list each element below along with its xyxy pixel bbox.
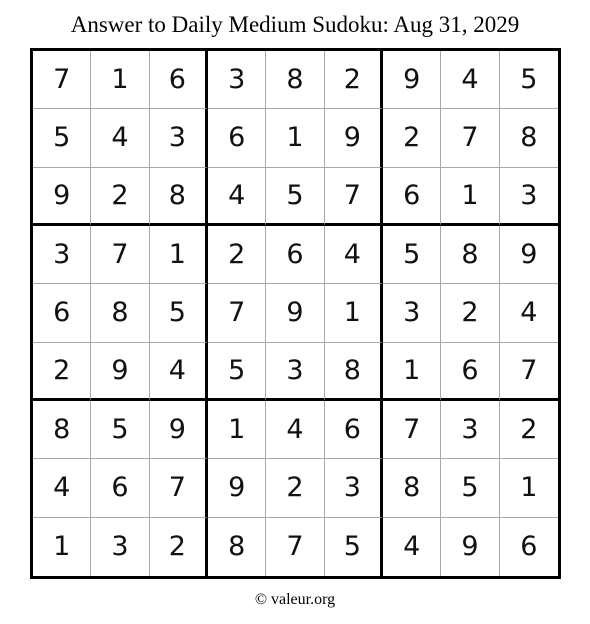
- sudoku-cell-r7-c5[interactable]: 4: [266, 401, 324, 459]
- sudoku-cell-r2-c5[interactable]: 1: [266, 109, 324, 167]
- sudoku-cell-r6-c4[interactable]: 5: [208, 343, 266, 401]
- sudoku-cell-r9-c3[interactable]: 2: [150, 518, 208, 576]
- sudoku-cell-r8-c9[interactable]: 1: [500, 459, 558, 517]
- sudoku-cell-r8-c1[interactable]: 4: [33, 459, 91, 517]
- sudoku-cell-r1-c8[interactable]: 4: [441, 51, 499, 109]
- sudoku-cell-r9-c7[interactable]: 4: [383, 518, 441, 576]
- sudoku-cell-r3-c4[interactable]: 4: [208, 168, 266, 226]
- sudoku-cell-r1-c7[interactable]: 9: [383, 51, 441, 109]
- sudoku-cell-r6-c6[interactable]: 8: [325, 343, 383, 401]
- sudoku-cell-r6-c9[interactable]: 7: [500, 343, 558, 401]
- sudoku-cell-r5-c2[interactable]: 8: [91, 284, 149, 342]
- sudoku-cell-r2-c3[interactable]: 3: [150, 109, 208, 167]
- sudoku-cell-r4-c8[interactable]: 8: [441, 226, 499, 284]
- sudoku-cell-r9-c5[interactable]: 7: [266, 518, 324, 576]
- sudoku-cell-r5-c1[interactable]: 6: [33, 284, 91, 342]
- sudoku-cell-r1-c1[interactable]: 7: [33, 51, 91, 109]
- sudoku-cell-r7-c2[interactable]: 5: [91, 401, 149, 459]
- sudoku-cell-r5-c8[interactable]: 2: [441, 284, 499, 342]
- sudoku-cell-r7-c9[interactable]: 2: [500, 401, 558, 459]
- sudoku-cell-r8-c3[interactable]: 7: [150, 459, 208, 517]
- sudoku-cell-r7-c4[interactable]: 1: [208, 401, 266, 459]
- sudoku-cell-r6-c3[interactable]: 4: [150, 343, 208, 401]
- sudoku-cell-r6-c1[interactable]: 2: [33, 343, 91, 401]
- sudoku-cell-r2-c7[interactable]: 2: [383, 109, 441, 167]
- sudoku-cell-r7-c1[interactable]: 8: [33, 401, 91, 459]
- sudoku-cell-r1-c3[interactable]: 6: [150, 51, 208, 109]
- sudoku-cell-r2-c1[interactable]: 5: [33, 109, 91, 167]
- sudoku-cell-r2-c9[interactable]: 8: [500, 109, 558, 167]
- sudoku-cell-r9-c6[interactable]: 5: [325, 518, 383, 576]
- sudoku-cell-r5-c3[interactable]: 5: [150, 284, 208, 342]
- sudoku-cell-r5-c5[interactable]: 9: [266, 284, 324, 342]
- sudoku-cell-r9-c1[interactable]: 1: [33, 518, 91, 576]
- sudoku-cell-r9-c4[interactable]: 8: [208, 518, 266, 576]
- sudoku-cell-r4-c7[interactable]: 5: [383, 226, 441, 284]
- sudoku-cell-r4-c6[interactable]: 4: [325, 226, 383, 284]
- sudoku-cell-r5-c7[interactable]: 3: [383, 284, 441, 342]
- sudoku-cell-r2-c2[interactable]: 4: [91, 109, 149, 167]
- sudoku-cell-r6-c8[interactable]: 6: [441, 343, 499, 401]
- sudoku-cell-r5-c6[interactable]: 1: [325, 284, 383, 342]
- sudoku-cell-r6-c7[interactable]: 1: [383, 343, 441, 401]
- sudoku-cell-r3-c5[interactable]: 5: [266, 168, 324, 226]
- sudoku-grid: [30, 48, 561, 579]
- sudoku-cell-r8-c2[interactable]: 6: [91, 459, 149, 517]
- sudoku-cell-r9-c9[interactable]: 6: [520, 531, 538, 563]
- sudoku-cell-r7-c8[interactable]: 3: [441, 401, 499, 459]
- sudoku-cell-r4-c5[interactable]: 6: [266, 226, 324, 284]
- sudoku-cell-r3-c2[interactable]: 2: [91, 168, 149, 226]
- sudoku-cell-r8-c6[interactable]: 3: [325, 459, 383, 517]
- sudoku-cell-r2-c6[interactable]: 9: [325, 109, 383, 167]
- sudoku-cell-r4-c2[interactable]: 7: [91, 226, 149, 284]
- sudoku-cell-r2-c8[interactable]: 7: [441, 109, 499, 167]
- sudoku-cell-r7-c6[interactable]: 6: [325, 401, 383, 459]
- sudoku-cell-r4-c9[interactable]: 9: [500, 226, 558, 284]
- sudoku-cell-r1-c4[interactable]: 3: [208, 51, 266, 109]
- sudoku-cell-r3-c9[interactable]: 3: [500, 168, 558, 226]
- sudoku-cell-r3-c6[interactable]: 7: [325, 168, 383, 226]
- sudoku-cell-r5-c4[interactable]: 7: [208, 284, 266, 342]
- sudoku-cell-r1-c5[interactable]: 8: [266, 51, 324, 109]
- sudoku-cell-r4-c3[interactable]: 1: [150, 226, 208, 284]
- sudoku-cell-r1-c6[interactable]: 2: [325, 51, 383, 109]
- sudoku-cell-r8-c8[interactable]: 5: [441, 459, 499, 517]
- page-title: Answer to Daily Medium Sudoku: Aug 31, 2029: [70, 12, 520, 37]
- sudoku-cell-r6-c2[interactable]: 9: [91, 343, 149, 401]
- sudoku-cell-r4-c4[interactable]: 2: [208, 226, 266, 284]
- sudoku-cell-r3-c8[interactable]: 1: [441, 168, 499, 226]
- sudoku-cell-r5-c9[interactable]: 4: [500, 284, 558, 342]
- sudoku-cell-r7-c3[interactable]: 9: [150, 401, 208, 459]
- sudoku-cell-r8-c7[interactable]: 8: [383, 459, 441, 517]
- sudoku-cell-r3-c7[interactable]: 6: [383, 168, 441, 226]
- sudoku-cell-r8-c5[interactable]: 2: [266, 459, 324, 517]
- sudoku-cell-r7-c7[interactable]: 7: [383, 401, 441, 459]
- sudoku-cell-r1-c2[interactable]: 1: [91, 51, 149, 109]
- sudoku-cell-r1-c9[interactable]: 5: [500, 51, 558, 109]
- sudoku-cell-r3-c3[interactable]: 8: [150, 168, 208, 226]
- sudoku-cell-r8-c4[interactable]: 9: [208, 459, 266, 517]
- sudoku-cell-r9-c2[interactable]: 3: [91, 518, 149, 576]
- sudoku-cell-r6-c5[interactable]: 3: [266, 343, 324, 401]
- sudoku-cell-r2-c4[interactable]: 6: [208, 109, 266, 167]
- sudoku-cell-r3-c1[interactable]: 9: [33, 168, 91, 226]
- sudoku-cell-r4-c1[interactable]: 3: [33, 226, 91, 284]
- copyright-footer: © valeur.org: [254, 591, 336, 608]
- sudoku-cell-r9-c8[interactable]: 9: [441, 518, 499, 576]
